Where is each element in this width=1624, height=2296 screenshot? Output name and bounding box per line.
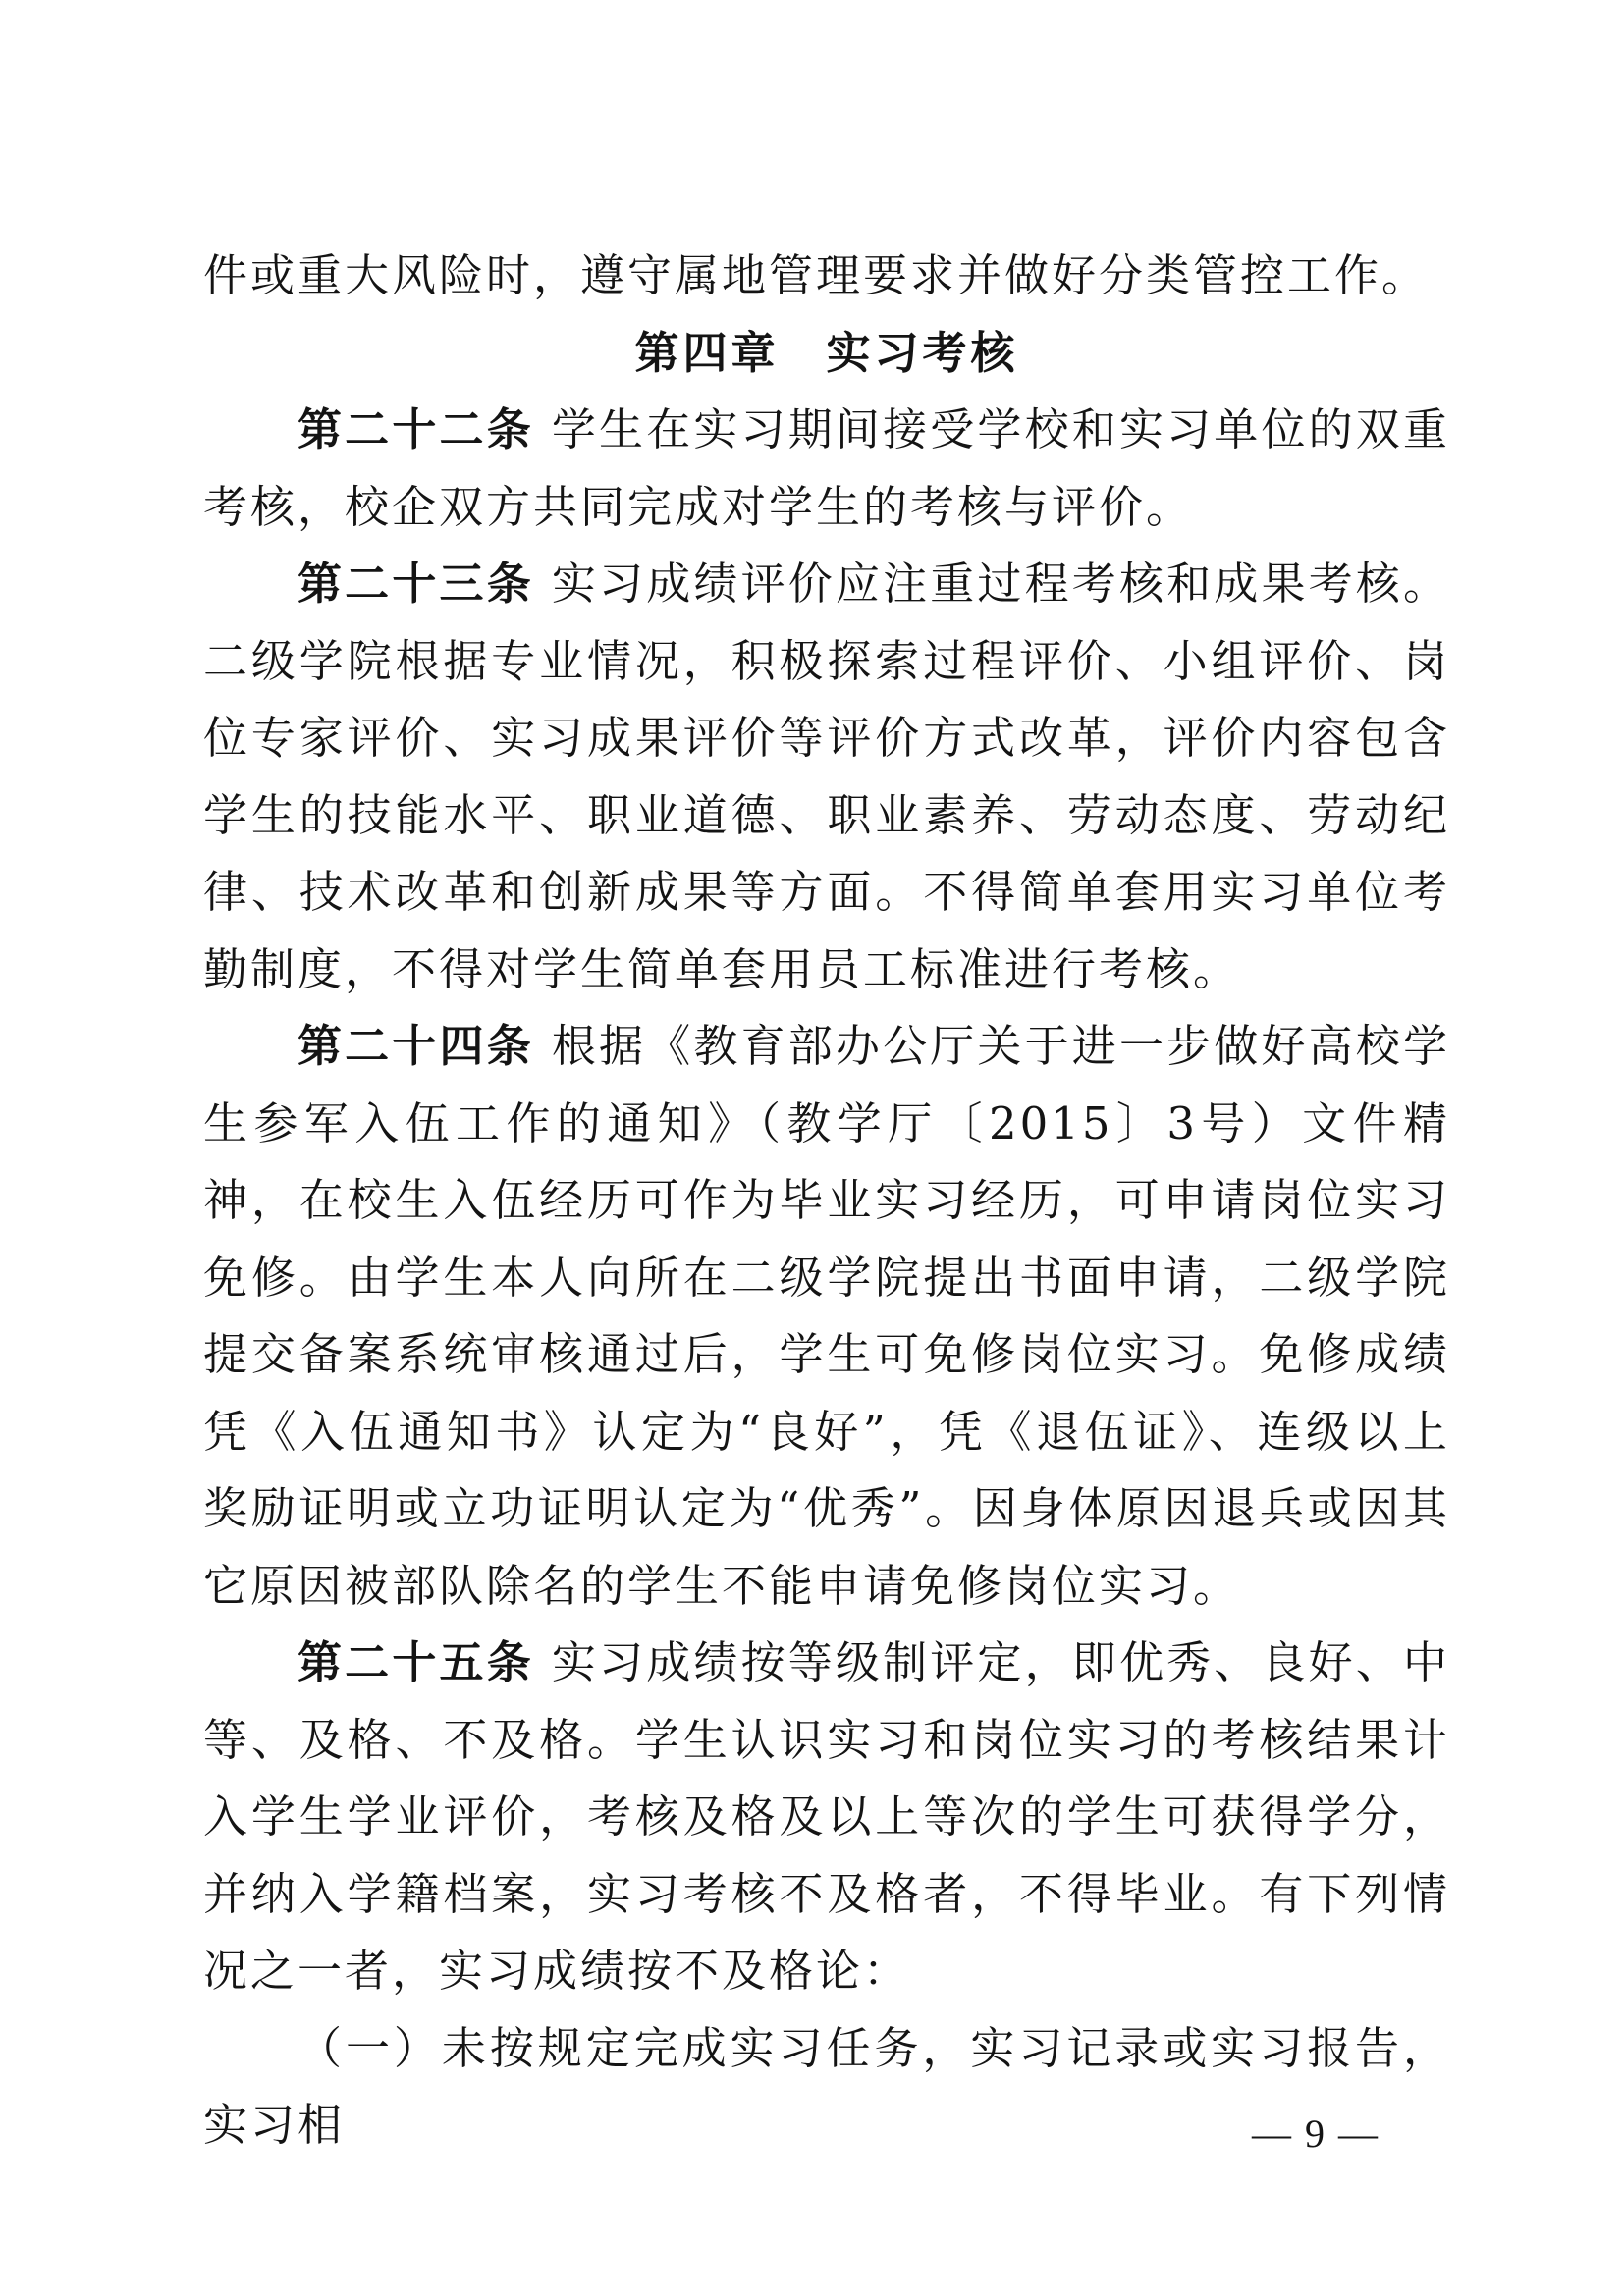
article-label: 第二十四条 — [298, 1020, 534, 1072]
article-label: 第二十二条 — [298, 403, 534, 455]
page-number: — 9 — — [1252, 2111, 1380, 2156]
article-text: 根据《教育部办公厅关于进一步做好高校学生参军入伍工作的通知》（教学厅〔2015〕3号）文件精神，在校生入伍经历可作为毕业实习经历，可申请岗位实习免修。由学生本人向所在二级学院提出书面申请，二级学院提交备案系统审核通过后，学生可免修岗位实习。免修成绩凭《入伍通知书》认定为“良好”，凭《退伍证》、连级以上奖励证明或立功证明认定为“优秀”。因身体原因退兵或因其它原因被部队除名的学生不能申请免修岗位实习。 — [203, 1020, 1450, 1612]
article-text: 实习成绩评价应注重过程考核和成果考核。二级学院根据专业情况，积极探索过程评价、小组评价、岗位专家评价、实习成果评价等评价方式改革，评价内容包含学生的技能水平、职业道德、职业素养、劳动态度、劳动纪律、技术改革和创新成果等方面。不得简单套用实习单位考勤制度，不得对学生简单套用员工标准进行考核。 — [203, 558, 1450, 995]
continuation-paragraph: 件或重大风险时，遵守属地管理要求并做好分类管控工作。 — [203, 249, 1430, 301]
article-25 — [203, 1625, 1450, 2010]
chapter-heading — [203, 315, 1450, 393]
list-item: （一）未按规定完成实习任务，实习记录或实习报告，实习相 — [203, 2021, 1450, 2151]
article-22 — [203, 392, 1450, 546]
chapter-title: 实习考核 — [826, 326, 1019, 379]
document-body — [203, 238, 1450, 2164]
article-label: 第二十三条 — [298, 558, 534, 610]
article-label: 第二十五条 — [298, 1636, 534, 1688]
article-24 — [203, 1008, 1450, 1625]
article-text: 实习成绩按等级制评定，即优秀、良好、中等、及格、不及格。学生认识实习和岗位实习的考核结果计入学生学业评价，考核及格及以上等次的学生可获得学分，并纳入学籍档案，实习考核不及格者，不得毕业。有下列情况之一者，实习成绩按不及格论： — [203, 1636, 1450, 1997]
article-23 — [203, 546, 1450, 1008]
article-text: 学生在实习期间接受学校和实习单位的双重考核，校企双方共同完成对学生的考核与评价。 — [203, 403, 1450, 533]
chapter-number: 第四章 — [634, 326, 780, 379]
